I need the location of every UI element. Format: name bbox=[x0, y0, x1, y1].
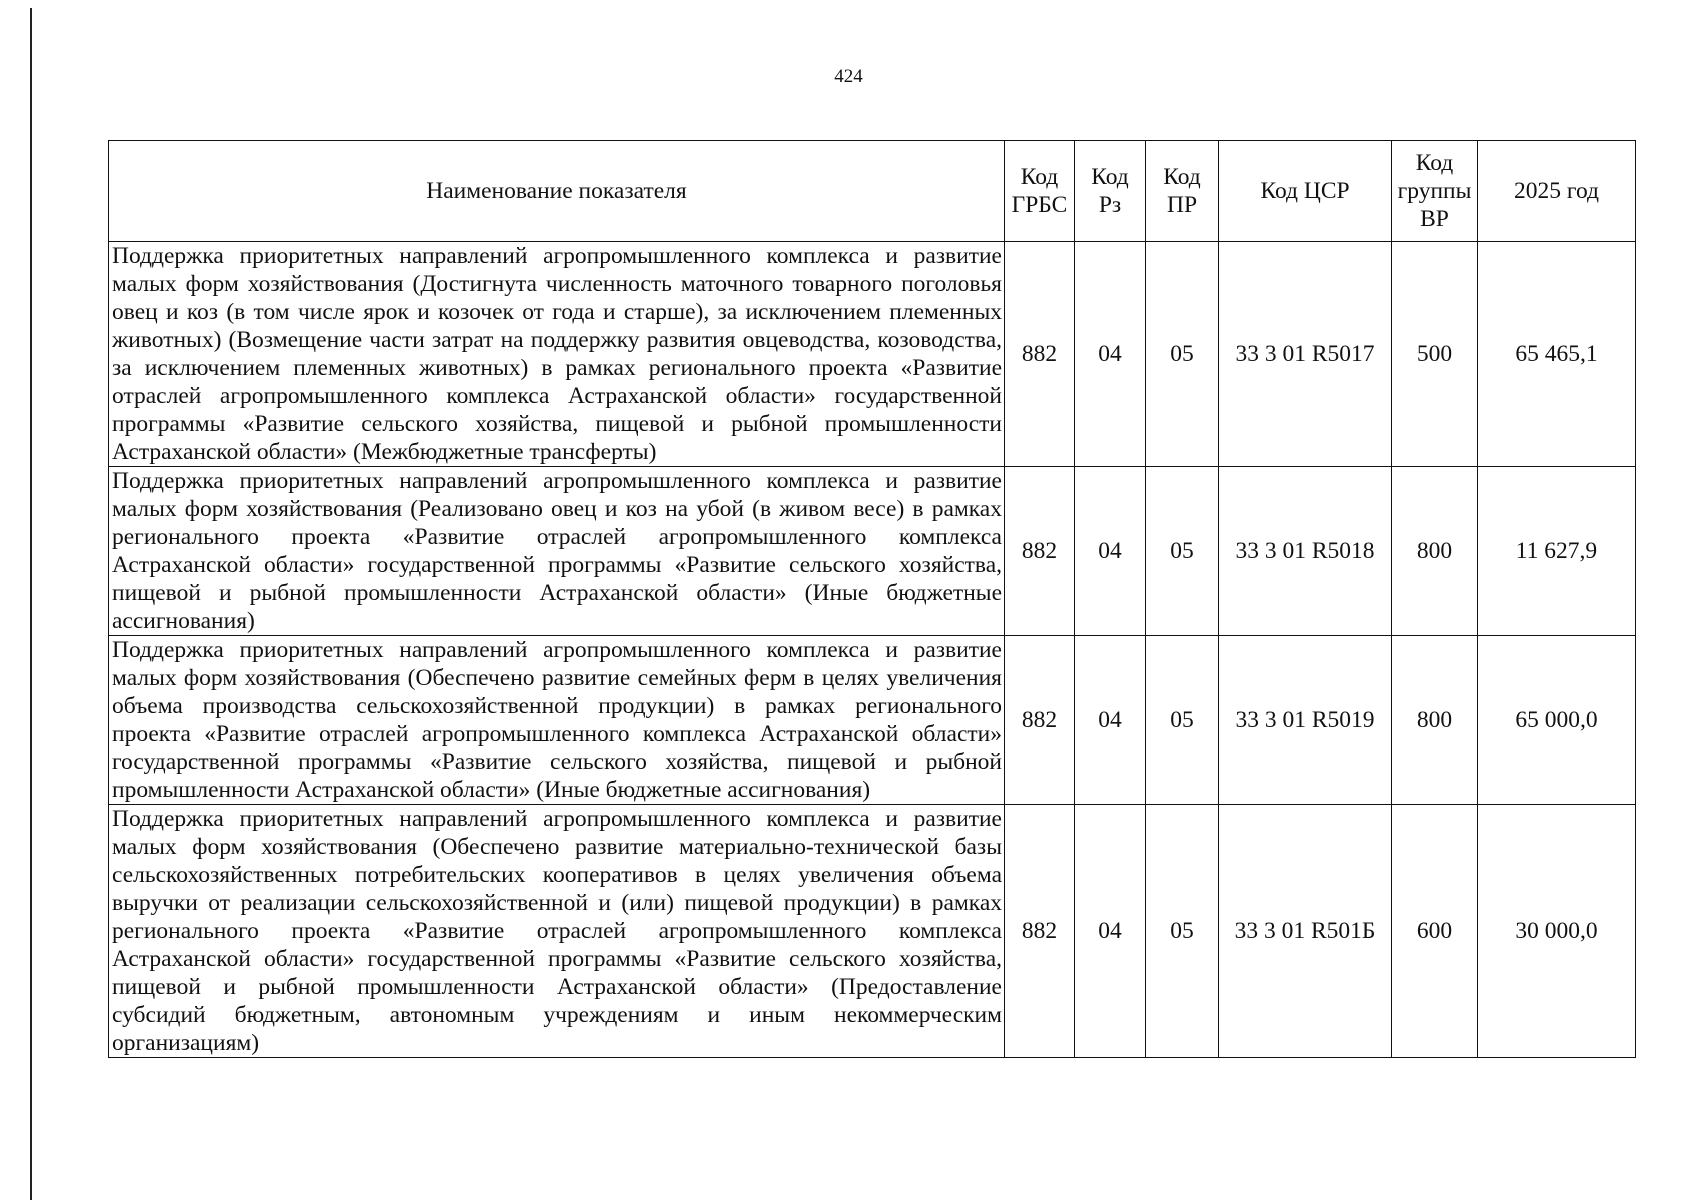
amount-2025-cell: 11 627,9 bbox=[1478, 467, 1636, 636]
pr-code-cell: 05 bbox=[1146, 467, 1219, 636]
pr-code-cell: 05 bbox=[1146, 242, 1219, 467]
pr-code-cell: 05 bbox=[1146, 636, 1219, 805]
table-row bbox=[109, 467, 1636, 636]
indicator-name-cell: Поддержка приоритетных направлений агропромышленного комплекса и развитие малых форм хозяйствования (Реализовано овец и коз на убой (в живом весе) в рамках регионального проекта «Развитие отраслей агропромышленного комплекса Астраханской области» государственной программы «Развитие сельского хозяйства, пищевой и рыбной промышленности Астраханской области» (Иные бюджетные ассигнования) bbox=[109, 467, 1005, 636]
header-grbs-code: Код ГРБС bbox=[1005, 141, 1075, 242]
header-indicator-name: Наименование показателя bbox=[109, 141, 1005, 242]
vr-code-cell: 600 bbox=[1392, 805, 1478, 1058]
header-row bbox=[109, 141, 1636, 242]
header-rz-code: Код Рз bbox=[1075, 141, 1146, 242]
indicator-name-cell: Поддержка приоритетных направлений агропромышленного комплекса и развитие малых форм хозяйствования (Обеспечено развитие семейных ферм в целях увеличения объема производства сельскохозяйственной продукции) в рамках регионального проекта «Развитие отраслей агропромышленного комплекса Астраханской области» государственной программы «Развитие сельского хозяйства, пищевой и рыбной промышленности Астраханской области» (Иные бюджетные ассигнования) bbox=[109, 636, 1005, 805]
grbs-code-cell: 882 bbox=[1005, 242, 1075, 467]
amount-2025-cell: 65 465,1 bbox=[1478, 242, 1636, 467]
table-row bbox=[109, 805, 1636, 1058]
table-row bbox=[109, 636, 1636, 805]
table-header bbox=[109, 141, 1636, 242]
budget-table bbox=[108, 140, 1636, 1058]
table-body bbox=[109, 242, 1636, 1058]
amount-2025-cell: 30 000,0 bbox=[1478, 805, 1636, 1058]
csr-code-cell: 33 3 01 R5018 bbox=[1219, 467, 1392, 636]
rz-code-cell: 04 bbox=[1075, 636, 1146, 805]
csr-code-cell: 33 3 01 R5017 bbox=[1219, 242, 1392, 467]
indicator-name-cell: Поддержка приоритетных направлений агропромышленного комплекса и развитие малых форм хозяйствования (Достигнута численность маточного товарного поголовья овец и коз (в том числе ярок и козочек от года и старше), за исключением племенных животных) (Возмещение части затрат на поддержку развития овцеводства, козоводства, за исключением племенных животных) в рамках регионального проекта «Развитие отраслей агропромышленного комплекса Астраханской области» государственной программы «Развитие сельского хозяйства, пищевой и рыбной промышленности Астраханской области» (Межбюджетные трансферты) bbox=[109, 242, 1005, 467]
grbs-code-cell: 882 bbox=[1005, 805, 1075, 1058]
csr-code-cell: 33 3 01 R5019 bbox=[1219, 636, 1392, 805]
pr-code-cell: 05 bbox=[1146, 805, 1219, 1058]
vr-code-cell: 800 bbox=[1392, 636, 1478, 805]
indicator-name-cell: Поддержка приоритетных направлений агропромышленного комплекса и развитие малых форм хозяйствования (Обеспечено развитие материально-технической базы сельскохозяйственных потребительских кооперативов в целях увеличения объема выручки от реализации сельскохозяйственной и (или) пищевой продукции) в рамках регионального проекта «Развитие отраслей агропромышленного комплекса Астраханской области» государственной программы «Развитие сельского хозяйства, пищевой и рыбной промышленности Астраханской области» (Предоставление субсидий бюджетным, автономным учреждениям и иным некоммерческим организациям) bbox=[109, 805, 1005, 1058]
header-csr-code: Код ЦСР bbox=[1219, 141, 1392, 242]
grbs-code-cell: 882 bbox=[1005, 636, 1075, 805]
header-pr-code: Код ПР bbox=[1146, 141, 1219, 242]
grbs-code-cell: 882 bbox=[1005, 467, 1075, 636]
page-number: 424 bbox=[834, 66, 863, 87]
rz-code-cell: 04 bbox=[1075, 467, 1146, 636]
vr-code-cell: 500 bbox=[1392, 242, 1478, 467]
vr-code-cell: 800 bbox=[1392, 467, 1478, 636]
rz-code-cell: 04 bbox=[1075, 805, 1146, 1058]
rz-code-cell: 04 bbox=[1075, 242, 1146, 467]
csr-code-cell: 33 3 01 R501Б bbox=[1219, 805, 1392, 1058]
amount-2025-cell: 65 000,0 bbox=[1478, 636, 1636, 805]
header-year-2025: 2025 год bbox=[1478, 141, 1636, 242]
table-row bbox=[109, 242, 1636, 467]
binding-margin-line bbox=[30, 8, 32, 1200]
header-vr-group-code: Код группы ВР bbox=[1392, 141, 1478, 242]
